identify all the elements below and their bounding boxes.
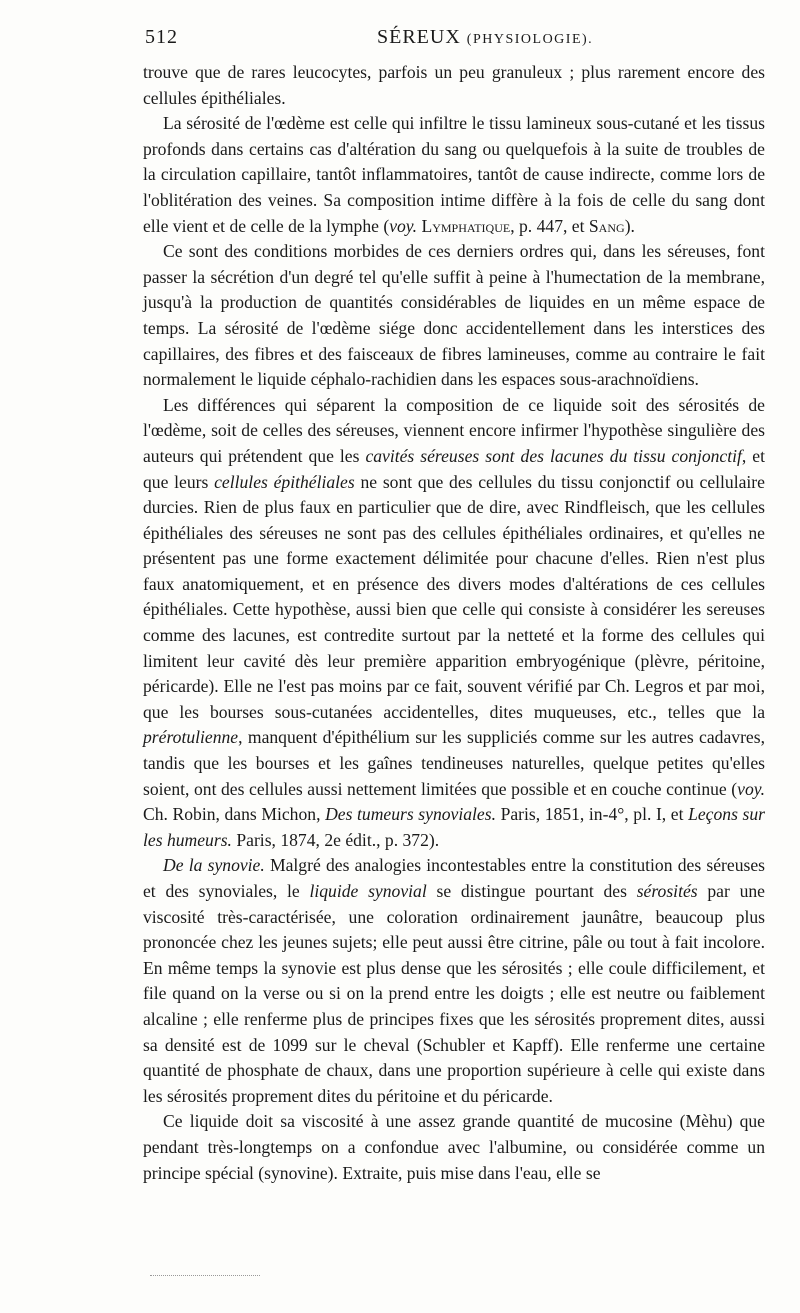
text-segment: Malgré des analogies incontestables entre la constitution des séreuses et des synoviales, le (143, 855, 765, 901)
page-header (145, 26, 760, 56)
paragraph-continued (143, 60, 765, 111)
running-title-main: SÉREUX (377, 26, 461, 48)
text-segment: Les différences qui séparent la composition de ce liquide soit des sérosités de l'œdème, soit de celles des séreuses, viennent encore infirmer l'hypothèse singulière des auteurs qui prétendent que les (143, 394, 765, 466)
page-number: 512 (145, 26, 178, 48)
text-segment: Lymphatique (421, 215, 511, 236)
text-segment: cellules épithéliales (214, 471, 355, 492)
footer-mark (150, 1275, 260, 1276)
text-segment: Sang (588, 215, 625, 236)
text-segment: trouve que de rares leucocytes, parfois un peu granuleux ; plus rarement encore des cellules épithéliales. (143, 62, 765, 108)
running-title (377, 26, 593, 49)
text-segment: voy. (737, 778, 765, 799)
paragraph-synovia (143, 853, 765, 1109)
text-segment: Des tumeurs synoviales. (325, 804, 496, 825)
paragraph-serous-differences (143, 393, 765, 854)
text-segment: sérosités (636, 881, 698, 901)
paragraph-mucosine (143, 1109, 765, 1186)
text-segment: , p. 447, et (510, 215, 589, 236)
text-segment: Paris, 1851, in-4°, pl. I, et (495, 804, 689, 825)
text-segment: par une viscosité très-caractérisée, une coloration ordinairement jaunâtre, beaucoup plus prononcée chez les jeunes sujets; elle peut aussi être citrine, pâle ou tout à fait incolore. En même temps la synovie est plus dense que les sérosités ; elle coule difficilement, et file quand on la verse ou si on la prend entre les doigts ; elle est neutre ou faiblement alcaline ; elle renferme plus de principes fixes que les sérosités proprement dites, aussi sa densité est de 1099 sur le cheval (Schubler et Kapff). Elle renferme une certaine quantité de phosphate de chaux, dans une proportion supérieure à celle qui existe dans les sérosités proprement dites du péritoine et du péricarde. (143, 881, 765, 1106)
text-segment: liquide synovial (309, 881, 427, 901)
text-segment: De la synovie. (163, 855, 265, 876)
text-segment: Leçons sur les humeurs. (143, 804, 765, 850)
text-segment: se distingue pourtant des (426, 881, 637, 901)
running-title-section: (PHYSIOLOGIE). (466, 32, 594, 47)
text-segment: ). (624, 215, 635, 236)
text-segment: Ce liquide doit sa viscosité à une assez grande quantité de mucosine (Mèhu) que pendant très-longtemps on a confondue avec l'albumine, ou considérée comme un principe spécial (synovine). Extraite, puis mise dans l'eau, elle se (143, 1111, 765, 1183)
text-segment: La sérosité de l'œdème est celle qui infiltre le tissu lamineux sous-cutané et les tissus profonds dans certains cas d'altération du sang ou quelquefois à la suite de troubles de la circulation capillaire, tantôt inflammatoires, tantôt de cause indirecte, comme lors de l'oblitération des veines. Sa composition intime diffère à la fois de celle du sang dont elle vient et de celle de la lymphe ( (143, 113, 765, 236)
paragraph-morbid-conditions (143, 239, 765, 393)
text-segment: Ch. Robin, dans Michon, (143, 804, 326, 825)
text-segment: cavités séreuses sont des lacunes du tissu conjonctif (365, 445, 742, 466)
text-segment: ne sont que des cellules du tissu conjonctif ou cellulaire durcies. Rien de plus faux en particulier que de dire, avec Rindfleisch, que les cellules épithéliales des séreuses ne sont pas des cellules épithéliales ordinaires, et qu'elles ne présentent pas une forme exactement délimitée pour chacune d'elles. Rien n'est plus faux anatomiquement, et en présence des divers modes d'altérations de ces cellules épithéliales. Cette hypothèse, aussi bien que celle qui consiste à considérer les sereuses comme des lacunes, est contredite surtout par la netteté et la forme des cellules qui limitent leur cavité dès leur première apparition embryogénique (plèvre, péritoine, péricarde). Elle ne l'est pas moins par ce fait, souvent vérifié par Ch. Legros et par moi, que les bourses sous-cutanées accidentelles, dites muqueuses, etc., telles que la (143, 471, 765, 722)
text-segment: Ce sont des conditions morbides de ces derniers ordres qui, dans les séreuses, font passer la sécrétion d'un degré tel qu'elle suffit à peine à l'humectation de la membrane, jusqu'à la production de quantités considérables de liquides en un même espace de temps. La sérosité de l'œdème siége donc accidentellement dans les interstices des capillaires, des fibres et des faisceaux de fibres lamineuses, comme au contraire le fait normalement le liquide céphalo-rachidien dans les espaces sous-arachnoïdiens. (143, 241, 765, 390)
text-segment: , manquent d'épithélium sur les suppliciés comme sur les autres cadavres, tandis que les bourses et les gaînes tendineuses naturelles, quelque petites qu'elles soient, ont des cellules aussi nettement limitées que possible et en couche continue ( (143, 727, 765, 799)
text-segment: prérotulienne (143, 727, 239, 748)
text-segment: Paris, 1874, 2e édit., p. 372). (231, 829, 440, 850)
text-segment: voy. (389, 215, 418, 236)
text-segment: , et que leurs (143, 445, 765, 492)
paragraph-oedeme-serosity (143, 111, 765, 239)
body-text (143, 60, 765, 1186)
